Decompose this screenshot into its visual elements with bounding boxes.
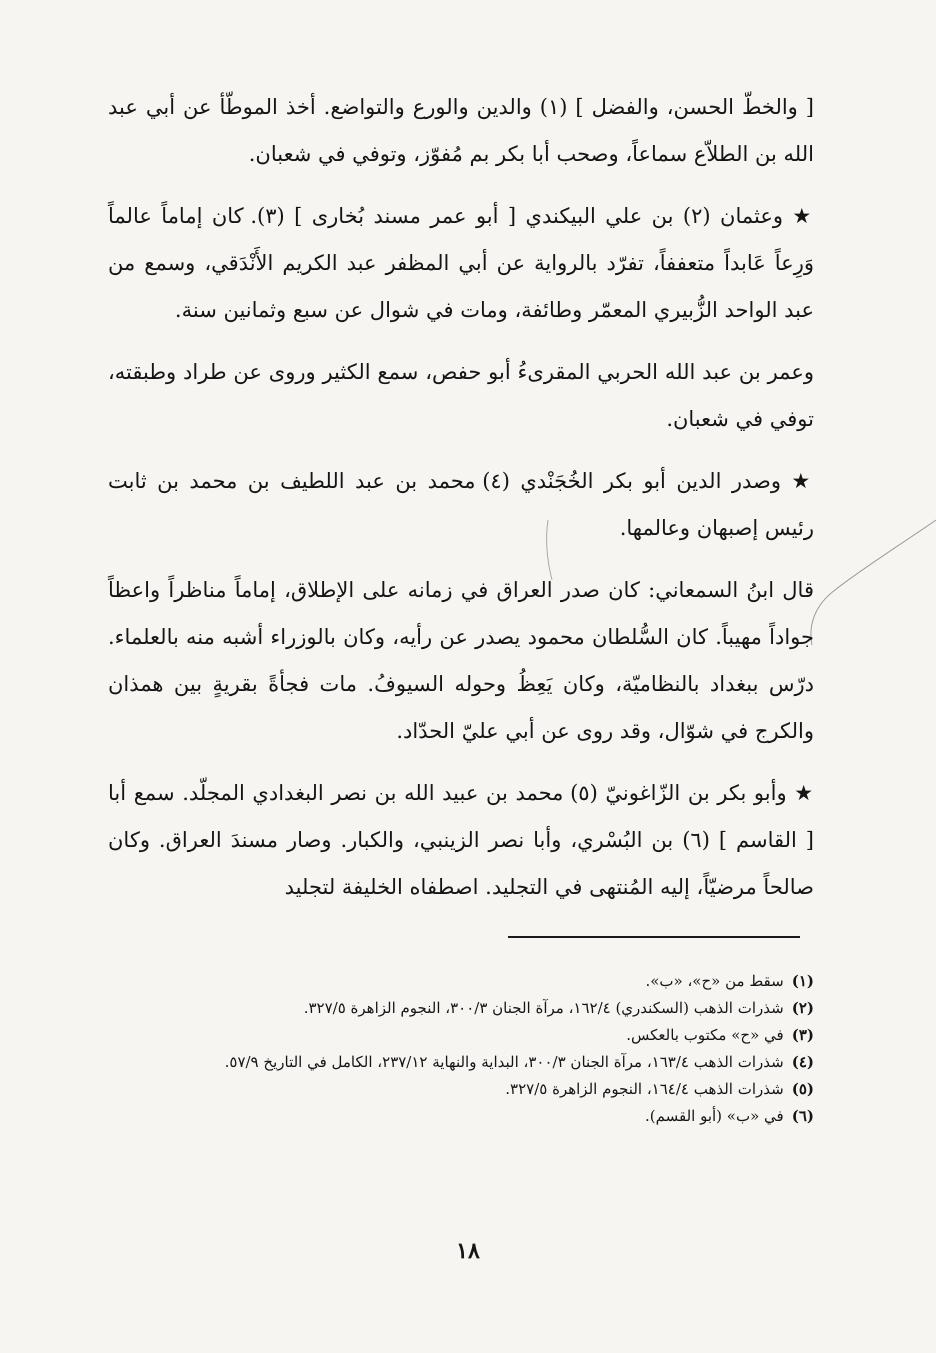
- footnote-text: شذرات الذهب ١٦٤/٤، النجوم الزاهرة ٣٢٧/٥.: [505, 1080, 784, 1098]
- footnote-number: (٣): [791, 1026, 814, 1044]
- footnote-6: [108, 1103, 814, 1130]
- footnote-text: في «ح» مكتوب بالعكس.: [626, 1026, 784, 1044]
- paragraph-5: قال ابنُ السمعاني: كان صدر العراق في زمانه على الإطلاق، إماماً مناظراً واعظاً جواداً مهيباً. كان السُّلطان محمود يصدر عن رأيه، وكان بالوزراء أشبه منه بالعلماء. درّس ببغداد بالنظاميّة، وكان يَعِظُ وحوله السيوفُ. مات فجأةً بقريةٍ بين همذان والكرج في شوّال، وقد روى عن أبي عليّ الحدّاد.: [108, 578, 814, 743]
- footnote-text: شذرات الذهب ١٦٣/٤، مرآة الجنان ٣٠٠/٣، البداية والنهاية ٢٣٧/١٢، الكامل في التاريخ ٥٧/٩.: [224, 1053, 784, 1071]
- page-number: ١٨: [456, 1238, 480, 1264]
- footnote-number: (٢): [791, 999, 814, 1017]
- footnote-number: (٦): [791, 1107, 814, 1125]
- paragraph-4: ★ وصدر الدين أبو بكر الخُجَنْدي (٤) محمد بن عبد اللطيف بن محمد بن ثابت رئيس إصبهان وعالمها.: [108, 469, 814, 540]
- footnote-number: (٤): [791, 1053, 814, 1071]
- footnote-2: [108, 995, 814, 1022]
- paragraph-6: ★ وأبو بكر بن الزّاغونيّ (٥) محمد بن عبيد الله بن نصر البغدادي المجلّد. سمع أبا [ القاسم ] (٦) بن البُسْري، وأبا نصر الزينبي، والكبار. وصار مسندَ العراق. وكان صالحاً مرضيّاً، إليه المُنتهى في التجليد. اصطفاه الخليفة لتجليد: [108, 781, 815, 899]
- paragraph-1: [ والخطّ الحسن، والفضل ] (١) والدين والورع والتواضع. أخذ الموطّأ عن أبي عبد الله بن الطلاّع سماعاً، وصحب أبا بكر بم مُفوّز، وتوفي في شعبان.: [108, 95, 814, 166]
- footnote-5: [108, 1076, 814, 1103]
- footnote-text: في «ب» (أبو القسم).: [645, 1107, 784, 1125]
- footnote-text: شذرات الذهب (السكندري) ١٦٢/٤، مرآة الجنان ٣٠٠/٣، النجوم الزاهرة ٣٢٧/٥.: [303, 999, 784, 1017]
- footnote-number: (٥): [791, 1080, 814, 1098]
- footnote-number: (١): [791, 972, 814, 990]
- main-text: [108, 84, 814, 926]
- footnote-divider: [508, 936, 800, 938]
- paragraph-2: ★ وعثمان (٢) بن علي البيكندي [ أبو عمر مسند بُخارى ] (٣). كان إماماً عالماً وَرِعاً عَابداً متعففاً، تفرّد بالرواية عن أبي المظفر عبد الكريم الأَنْدَقي، وسمع من عبد الواحد الزُّبيري المعمّر وطائفة، ومات في شوال عن سبع وثمانين سنة.: [108, 204, 814, 322]
- footnote-4: [108, 1049, 814, 1076]
- paragraph-3: وعمر بن عبد الله الحربي المقرىءُ أبو حفص، سمع الكثير وروى عن طراد وطبقته، توفي في شعبان.: [108, 360, 814, 431]
- footnote-3: [108, 1022, 814, 1049]
- footnote-1: [108, 968, 814, 995]
- footnote-text: سقط من «ح»، «ب».: [645, 972, 784, 990]
- footnotes: [108, 968, 814, 1130]
